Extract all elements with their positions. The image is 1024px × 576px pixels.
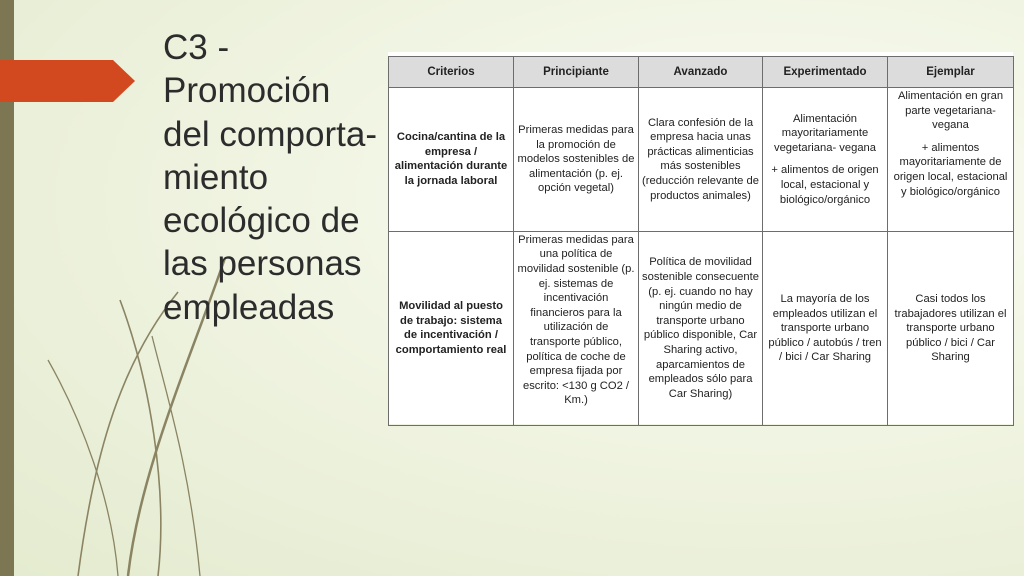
table-header-row xyxy=(389,57,1014,88)
cell-experimentado xyxy=(763,88,888,232)
cell-ejemplar xyxy=(888,88,1014,232)
cell-principiante: Primeras medidas para una política de movilidad sostenible (p. ej. sistemas de incentivación financieros para la utilización de transporte público, política de coche de empresa fijada por escrito: <130 g CO2 / Km.) xyxy=(514,231,639,425)
cell-ejemplar: Casi todos los trabajadores utilizan el transporte urbano público / bici / Car Sharing xyxy=(888,231,1014,425)
cell-principiante: Primeras medidas para la promoción de modelos sostenibles de alimentación (p. ej. opción vegetal) xyxy=(514,88,639,232)
accent-arrow xyxy=(0,60,135,102)
table-row xyxy=(389,88,1014,232)
cell-text-part: Alimentación en gran parte vegetariana- vegana xyxy=(897,90,1004,132)
header-experimentado: Experimentado xyxy=(763,57,888,88)
header-principiante: Principiante xyxy=(514,57,639,88)
cell-text-part: + alimentos de origen local, estacional y biológico/orgánico xyxy=(771,164,879,206)
cell-criterio: Cocina/cantina de la empresa / alimentación durante la jornada laboral xyxy=(389,88,514,232)
criteria-table-container xyxy=(388,52,1013,424)
header-ejemplar: Ejemplar xyxy=(888,57,1014,88)
cell-criterio: Movilidad al puesto de trabajo: sistema de incentivación / comportamiento real xyxy=(389,231,514,425)
cell-text-part: + alimentos mayoritariamente de origen local, estacional y biológico/orgánico xyxy=(893,141,1008,198)
cell-avanzado: Clara confesión de la empresa hacia unas prácticas alimenticias más sostenibles (reducción relevante de productos animales) xyxy=(639,88,763,232)
header-avanzado: Avanzado xyxy=(639,57,763,88)
decor-curve-2 xyxy=(120,300,161,576)
decor-curve-5 xyxy=(152,336,200,576)
slide-title: C3 - Promoción del comporta-miento ecológico de las personas empleadas xyxy=(163,28,377,327)
table-row xyxy=(389,231,1014,425)
cell-avanzado: Política de movilidad sostenible consecuente (p. ej. cuando no hay ningún medio de transporte urbano público disponible, Car Sharing activo, aparcamientos de empleados sólo para Car Sharing) xyxy=(639,231,763,425)
cell-text-part: Alimentación mayoritariamente vegetariana- vegana xyxy=(773,112,876,154)
header-criterios: Criterios xyxy=(389,57,514,88)
criteria-table xyxy=(388,56,1014,426)
cell-experimentado: La mayoría de los empleados utilizan el transporte urbano público / autobús / tren / bici / Car Sharing xyxy=(763,231,888,425)
